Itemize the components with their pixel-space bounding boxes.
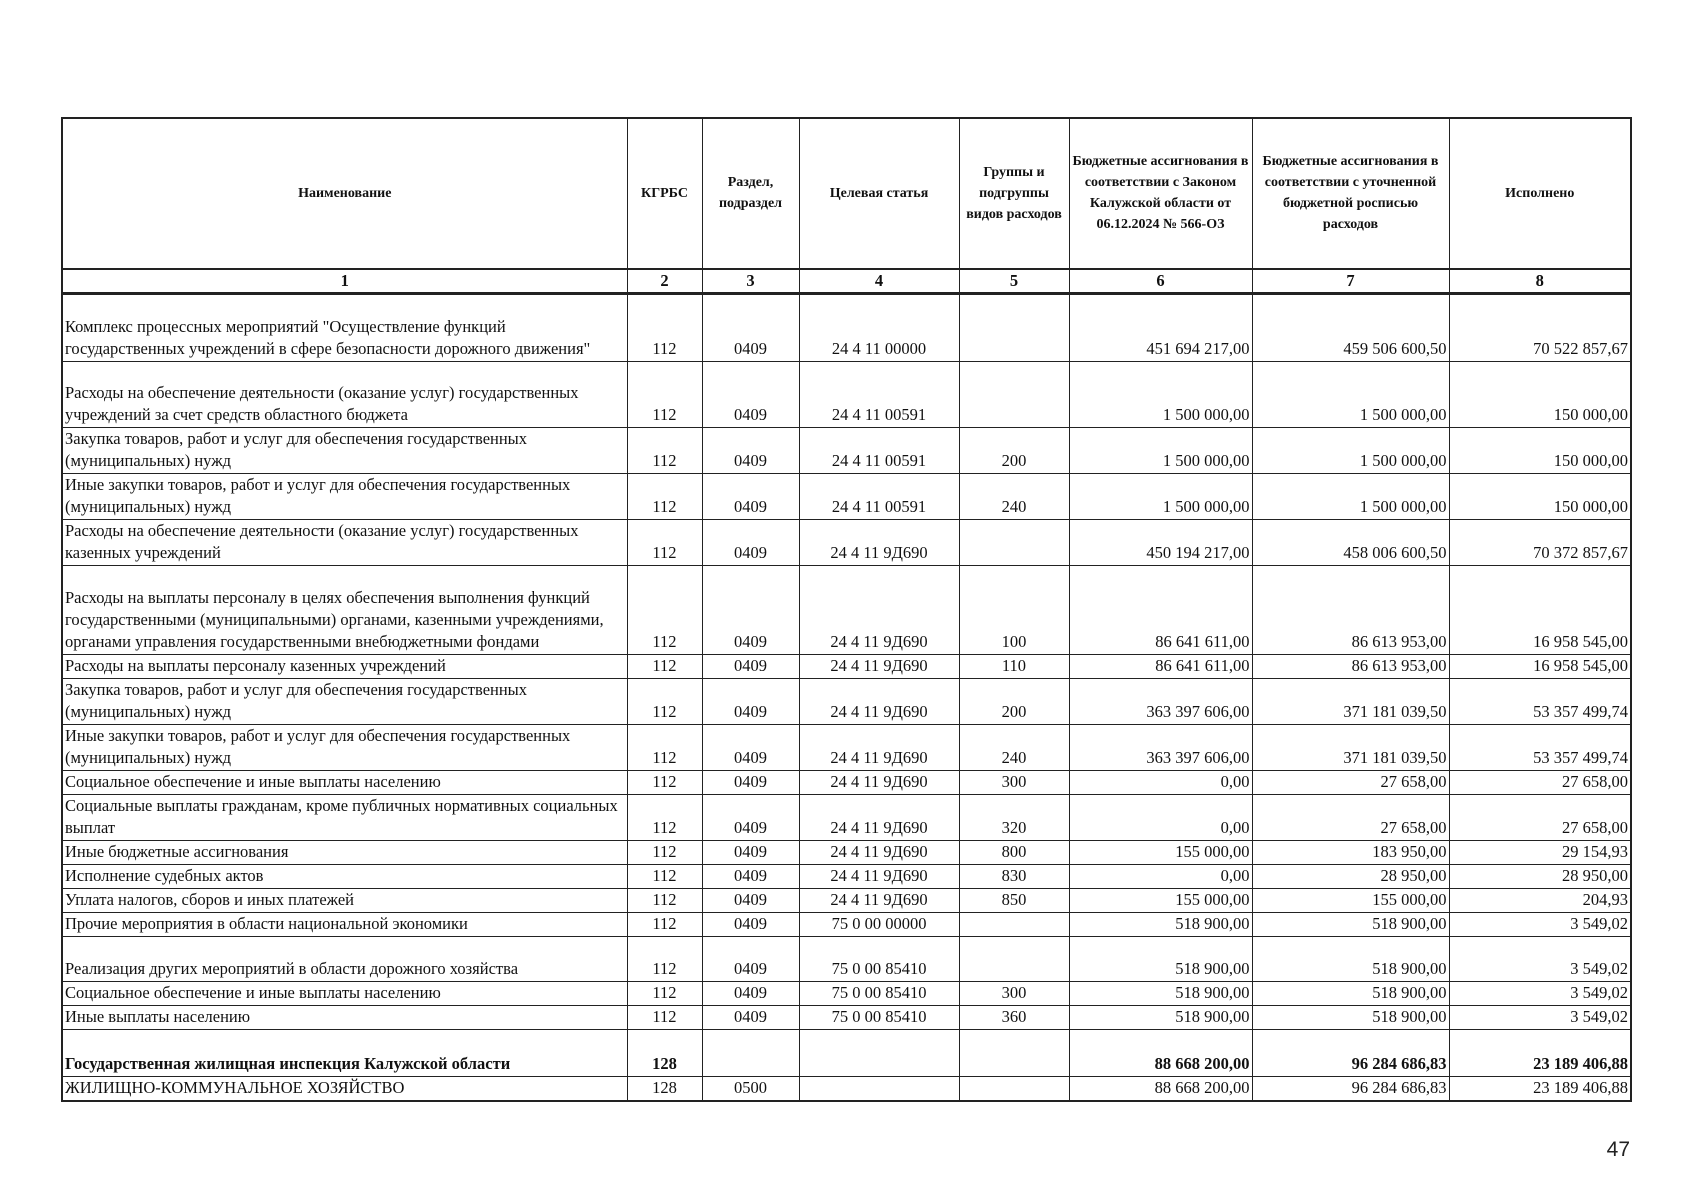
executed-cell: 23 189 406,88 xyxy=(1449,1030,1631,1077)
revised-allocation-cell: 518 900,00 xyxy=(1252,937,1449,982)
target-article-cell: 24 4 11 9Д690 xyxy=(799,865,959,889)
table-row xyxy=(62,362,1631,428)
table-row xyxy=(62,889,1631,913)
name-cell: Уплата налогов, сборов и иных платежей xyxy=(62,889,627,913)
section-cell: 0409 xyxy=(702,795,799,841)
kgrbs-cell: 112 xyxy=(627,771,702,795)
table-row xyxy=(62,655,1631,679)
name-cell: ЖИЛИЩНО-КОММУНАЛЬНОЕ ХОЗЯЙСТВО xyxy=(62,1077,627,1102)
column-number: 4 xyxy=(799,269,959,294)
section-cell: 0409 xyxy=(702,679,799,725)
executed-cell: 53 357 499,74 xyxy=(1449,725,1631,771)
revised-allocation-cell: 518 900,00 xyxy=(1252,982,1449,1006)
name-cell: Иные выплаты населению xyxy=(62,1006,627,1030)
table-row xyxy=(62,294,1631,362)
column-number: 1 xyxy=(62,269,627,294)
section-cell xyxy=(702,1030,799,1077)
law-allocation-cell: 518 900,00 xyxy=(1069,982,1252,1006)
header-name: Наименование xyxy=(62,118,627,269)
section-cell: 0409 xyxy=(702,889,799,913)
name-cell: Закупка товаров, работ и услуг для обеспечения государственных (муниципальных) нужд xyxy=(62,679,627,725)
name-cell: Социальные выплаты гражданам, кроме публичных нормативных социальных выплат xyxy=(62,795,627,841)
name-cell: Расходы на выплаты персоналу в целях обеспечения выполнения функций государственными (муниципальными) органами, казенными учреждениями, органами управления государственными внебюджетными фондами xyxy=(62,566,627,655)
law-allocation-cell: 518 900,00 xyxy=(1069,1006,1252,1030)
executed-cell: 16 958 545,00 xyxy=(1449,566,1631,655)
table-row xyxy=(62,795,1631,841)
column-number: 6 xyxy=(1069,269,1252,294)
revised-allocation-cell: 1 500 000,00 xyxy=(1252,428,1449,474)
header-row xyxy=(62,118,1631,269)
budget-table xyxy=(61,117,1632,1102)
expense-group-cell: 200 xyxy=(959,679,1069,725)
law-allocation-cell: 363 397 606,00 xyxy=(1069,725,1252,771)
revised-allocation-cell: 458 006 600,50 xyxy=(1252,520,1449,566)
target-article-cell: 75 0 00 85410 xyxy=(799,1006,959,1030)
target-article-cell: 24 4 11 9Д690 xyxy=(799,725,959,771)
revised-allocation-cell: 518 900,00 xyxy=(1252,913,1449,937)
executed-cell: 3 549,02 xyxy=(1449,913,1631,937)
kgrbs-cell: 128 xyxy=(627,1030,702,1077)
header-expense-group: Группы и подгруппы видов расходов xyxy=(959,118,1069,269)
executed-cell: 3 549,02 xyxy=(1449,937,1631,982)
column-number: 7 xyxy=(1252,269,1449,294)
revised-allocation-cell: 96 284 686,83 xyxy=(1252,1030,1449,1077)
kgrbs-cell: 112 xyxy=(627,655,702,679)
expense-group-cell: 240 xyxy=(959,474,1069,520)
table-row xyxy=(62,841,1631,865)
table-row xyxy=(62,520,1631,566)
section-cell: 0409 xyxy=(702,428,799,474)
expense-group-cell: 360 xyxy=(959,1006,1069,1030)
revised-allocation-cell: 371 181 039,50 xyxy=(1252,679,1449,725)
law-allocation-cell: 450 194 217,00 xyxy=(1069,520,1252,566)
name-cell: Исполнение судебных актов xyxy=(62,865,627,889)
table-row xyxy=(62,725,1631,771)
law-allocation-cell: 88 668 200,00 xyxy=(1069,1030,1252,1077)
kgrbs-cell: 112 xyxy=(627,362,702,428)
expense-group-cell xyxy=(959,913,1069,937)
executed-cell: 204,93 xyxy=(1449,889,1631,913)
revised-allocation-cell: 96 284 686,83 xyxy=(1252,1077,1449,1102)
column-number: 5 xyxy=(959,269,1069,294)
expense-group-cell: 100 xyxy=(959,566,1069,655)
kgrbs-cell: 112 xyxy=(627,520,702,566)
expense-group-cell: 320 xyxy=(959,795,1069,841)
expense-group-cell: 240 xyxy=(959,725,1069,771)
page-number: 47 xyxy=(1606,1138,1630,1161)
name-cell: Государственная жилищная инспекция Калужской области xyxy=(62,1030,627,1077)
table-row xyxy=(62,982,1631,1006)
table-row xyxy=(62,865,1631,889)
section-cell: 0409 xyxy=(702,771,799,795)
table-row xyxy=(62,1077,1631,1102)
target-article-cell: 75 0 00 85410 xyxy=(799,937,959,982)
expense-group-cell: 800 xyxy=(959,841,1069,865)
executed-cell: 27 658,00 xyxy=(1449,771,1631,795)
kgrbs-cell: 112 xyxy=(627,1006,702,1030)
name-cell: Расходы на выплаты персоналу казенных учреждений xyxy=(62,655,627,679)
table-row xyxy=(62,1030,1631,1077)
kgrbs-cell: 112 xyxy=(627,474,702,520)
revised-allocation-cell: 86 613 953,00 xyxy=(1252,655,1449,679)
law-allocation-cell: 155 000,00 xyxy=(1069,889,1252,913)
column-number-row xyxy=(62,269,1631,294)
table-row xyxy=(62,679,1631,725)
expense-group-cell xyxy=(959,1077,1069,1102)
revised-allocation-cell: 1 500 000,00 xyxy=(1252,362,1449,428)
kgrbs-cell: 112 xyxy=(627,982,702,1006)
law-allocation-cell: 363 397 606,00 xyxy=(1069,679,1252,725)
revised-allocation-cell: 518 900,00 xyxy=(1252,1006,1449,1030)
target-article-cell: 24 4 11 9Д690 xyxy=(799,795,959,841)
name-cell: Социальное обеспечение и иные выплаты населению xyxy=(62,982,627,1006)
target-article-cell: 75 0 00 85410 xyxy=(799,982,959,1006)
revised-allocation-cell: 459 506 600,50 xyxy=(1252,294,1449,362)
section-cell: 0409 xyxy=(702,655,799,679)
expense-group-cell xyxy=(959,520,1069,566)
law-allocation-cell: 1 500 000,00 xyxy=(1069,428,1252,474)
kgrbs-cell: 112 xyxy=(627,913,702,937)
executed-cell: 27 658,00 xyxy=(1449,795,1631,841)
target-article-cell: 24 4 11 9Д690 xyxy=(799,841,959,865)
kgrbs-cell: 112 xyxy=(627,566,702,655)
name-cell: Реализация других мероприятий в области дорожного хозяйства xyxy=(62,937,627,982)
header-executed: Исполнено xyxy=(1449,118,1631,269)
kgrbs-cell: 112 xyxy=(627,294,702,362)
expense-group-cell: 200 xyxy=(959,428,1069,474)
law-allocation-cell: 86 641 611,00 xyxy=(1069,566,1252,655)
table-row xyxy=(62,566,1631,655)
name-cell: Закупка товаров, работ и услуг для обеспечения государственных (муниципальных) нужд xyxy=(62,428,627,474)
executed-cell: 28 950,00 xyxy=(1449,865,1631,889)
name-cell: Социальное обеспечение и иные выплаты населению xyxy=(62,771,627,795)
section-cell: 0409 xyxy=(702,841,799,865)
expense-group-cell xyxy=(959,362,1069,428)
header-revised-allocations: Бюджетные ассигнования в соответствии с уточненной бюджетной росписью расходов xyxy=(1252,118,1449,269)
section-cell: 0409 xyxy=(702,294,799,362)
header-target-article: Целевая статья xyxy=(799,118,959,269)
law-allocation-cell: 1 500 000,00 xyxy=(1069,362,1252,428)
expense-group-cell: 300 xyxy=(959,982,1069,1006)
target-article-cell xyxy=(799,1077,959,1102)
section-cell: 0409 xyxy=(702,865,799,889)
revised-allocation-cell: 28 950,00 xyxy=(1252,865,1449,889)
target-article-cell xyxy=(799,1030,959,1077)
kgrbs-cell: 112 xyxy=(627,937,702,982)
table-row xyxy=(62,428,1631,474)
law-allocation-cell: 1 500 000,00 xyxy=(1069,474,1252,520)
expense-group-cell: 300 xyxy=(959,771,1069,795)
table-row xyxy=(62,913,1631,937)
section-cell: 0409 xyxy=(702,520,799,566)
header-law-allocations: Бюджетные ассигнования в соответствии с Законом Калужской области от 06.12.2024 № 566-ОЗ xyxy=(1069,118,1252,269)
expense-group-cell: 110 xyxy=(959,655,1069,679)
expense-group-cell: 850 xyxy=(959,889,1069,913)
section-cell: 0500 xyxy=(702,1077,799,1102)
executed-cell: 3 549,02 xyxy=(1449,982,1631,1006)
name-cell: Иные закупки товаров, работ и услуг для обеспечения государственных (муниципальных) нужд xyxy=(62,725,627,771)
section-cell: 0409 xyxy=(702,725,799,771)
law-allocation-cell: 518 900,00 xyxy=(1069,937,1252,982)
name-cell: Иные закупки товаров, работ и услуг для обеспечения государственных (муниципальных) нужд xyxy=(62,474,627,520)
name-cell: Прочие мероприятия в области национальной экономики xyxy=(62,913,627,937)
target-article-cell: 24 4 11 00000 xyxy=(799,294,959,362)
target-article-cell: 24 4 11 9Д690 xyxy=(799,520,959,566)
section-cell: 0409 xyxy=(702,1006,799,1030)
revised-allocation-cell: 27 658,00 xyxy=(1252,771,1449,795)
column-number: 2 xyxy=(627,269,702,294)
kgrbs-cell: 112 xyxy=(627,889,702,913)
column-number: 8 xyxy=(1449,269,1631,294)
name-cell: Расходы на обеспечение деятельности (оказание услуг) государственных учреждений за счет средств областного бюджета xyxy=(62,362,627,428)
executed-cell: 16 958 545,00 xyxy=(1449,655,1631,679)
expense-group-cell: 830 xyxy=(959,865,1069,889)
revised-allocation-cell: 1 500 000,00 xyxy=(1252,474,1449,520)
expense-group-cell xyxy=(959,937,1069,982)
law-allocation-cell: 0,00 xyxy=(1069,795,1252,841)
law-allocation-cell: 155 000,00 xyxy=(1069,841,1252,865)
law-allocation-cell: 86 641 611,00 xyxy=(1069,655,1252,679)
name-cell: Расходы на обеспечение деятельности (оказание услуг) государственных казенных учреждений xyxy=(62,520,627,566)
executed-cell: 23 189 406,88 xyxy=(1449,1077,1631,1102)
kgrbs-cell: 112 xyxy=(627,795,702,841)
revised-allocation-cell: 27 658,00 xyxy=(1252,795,1449,841)
target-article-cell: 24 4 11 00591 xyxy=(799,474,959,520)
kgrbs-cell: 112 xyxy=(627,679,702,725)
target-article-cell: 75 0 00 00000 xyxy=(799,913,959,937)
target-article-cell: 24 4 11 9Д690 xyxy=(799,771,959,795)
column-number: 3 xyxy=(702,269,799,294)
revised-allocation-cell: 371 181 039,50 xyxy=(1252,725,1449,771)
section-cell: 0409 xyxy=(702,913,799,937)
section-cell: 0409 xyxy=(702,566,799,655)
kgrbs-cell: 112 xyxy=(627,841,702,865)
header-kgrbs: КГРБС xyxy=(627,118,702,269)
name-cell: Иные бюджетные ассигнования xyxy=(62,841,627,865)
law-allocation-cell: 0,00 xyxy=(1069,771,1252,795)
budget-sheet xyxy=(61,117,1630,1102)
target-article-cell: 24 4 11 00591 xyxy=(799,362,959,428)
executed-cell: 150 000,00 xyxy=(1449,474,1631,520)
executed-cell: 29 154,93 xyxy=(1449,841,1631,865)
section-cell: 0409 xyxy=(702,937,799,982)
law-allocation-cell: 451 694 217,00 xyxy=(1069,294,1252,362)
executed-cell: 150 000,00 xyxy=(1449,362,1631,428)
expense-group-cell xyxy=(959,1030,1069,1077)
section-cell: 0409 xyxy=(702,982,799,1006)
name-cell: Комплекс процессных мероприятий "Осуществление функций государственных учреждений в сфере безопасности дорожного движения" xyxy=(62,294,627,362)
executed-cell: 53 357 499,74 xyxy=(1449,679,1631,725)
section-cell: 0409 xyxy=(702,474,799,520)
section-cell: 0409 xyxy=(702,362,799,428)
executed-cell: 70 372 857,67 xyxy=(1449,520,1631,566)
revised-allocation-cell: 86 613 953,00 xyxy=(1252,566,1449,655)
header-section: Раздел, подраздел xyxy=(702,118,799,269)
law-allocation-cell: 0,00 xyxy=(1069,865,1252,889)
target-article-cell: 24 4 11 9Д690 xyxy=(799,679,959,725)
kgrbs-cell: 112 xyxy=(627,428,702,474)
executed-cell: 150 000,00 xyxy=(1449,428,1631,474)
revised-allocation-cell: 155 000,00 xyxy=(1252,889,1449,913)
executed-cell: 3 549,02 xyxy=(1449,1006,1631,1030)
law-allocation-cell: 88 668 200,00 xyxy=(1069,1077,1252,1102)
kgrbs-cell: 128 xyxy=(627,1077,702,1102)
revised-allocation-cell: 183 950,00 xyxy=(1252,841,1449,865)
target-article-cell: 24 4 11 9Д690 xyxy=(799,889,959,913)
table-row xyxy=(62,937,1631,982)
table-row xyxy=(62,474,1631,520)
target-article-cell: 24 4 11 00591 xyxy=(799,428,959,474)
table-row xyxy=(62,1006,1631,1030)
kgrbs-cell: 112 xyxy=(627,725,702,771)
target-article-cell: 24 4 11 9Д690 xyxy=(799,566,959,655)
kgrbs-cell: 112 xyxy=(627,865,702,889)
law-allocation-cell: 518 900,00 xyxy=(1069,913,1252,937)
table-row xyxy=(62,771,1631,795)
expense-group-cell xyxy=(959,294,1069,362)
target-article-cell: 24 4 11 9Д690 xyxy=(799,655,959,679)
executed-cell: 70 522 857,67 xyxy=(1449,294,1631,362)
